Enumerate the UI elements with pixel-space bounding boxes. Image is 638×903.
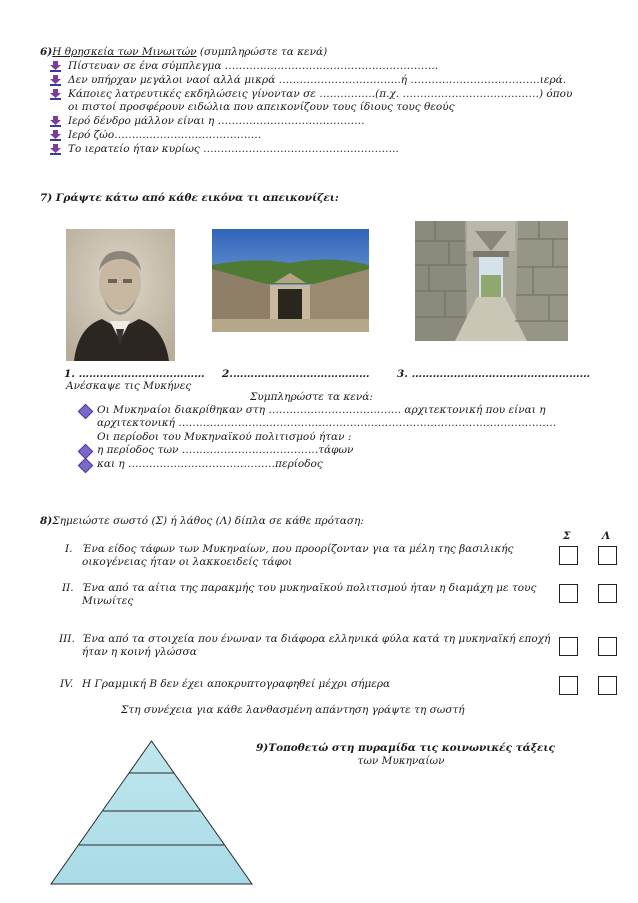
false-checkbox-3[interactable] (598, 637, 617, 656)
q6-instruction: (συμπληρώστε τα κενά) (196, 46, 328, 58)
statement-num: IV. (60, 678, 74, 690)
false-checkbox-4[interactable] (598, 676, 617, 695)
q6-item-4: Ιερό δένδρο μάλλον είναι η …………………………………… (68, 115, 365, 127)
q7-fill-title: Συμπληρώστε τα κενά: (250, 391, 373, 403)
false-checkbox-2[interactable] (598, 584, 617, 603)
statement-1-line-2: οικογένειας ήταν οι λακκοειδείς τάφοι (82, 556, 293, 568)
q7-fill-item-1: Οι Μυκηναίοι διακρίθηκαν στη ……………………………….. αρχιτεκτονική που είναι η (97, 404, 546, 416)
bullet-arrow-icon (50, 144, 61, 155)
bullet-diamond-icon (78, 458, 94, 474)
col-true-label: Σ (563, 530, 571, 542)
q6-heading (40, 46, 327, 59)
q6-item-3: Κάποιες λατρευτικές εκδηλώσεις γίνονταν σε …………….(π.χ. …………………………………) όπου (68, 88, 573, 100)
q7-heading: 7) Γράψτε κάτω από κάθε εικόνα τι απεικονίζει: (40, 192, 339, 204)
false-checkbox-1[interactable] (598, 546, 617, 565)
bullet-arrow-icon (50, 130, 61, 141)
statement-3-line-1: Ένα από τα στοιχεία που ένωναν τα διάφορα ελληνικά φύλα κατά τη μυκηναϊκή εποχή (82, 633, 551, 645)
bullet-diamond-icon (78, 404, 94, 420)
statement-num: II. (62, 582, 74, 594)
q7-periods-line: Οι περίοδοι του Μυκηναϊκού πολιτισμού ήταν : (97, 431, 352, 443)
col-false-label: Λ (602, 530, 611, 542)
q9-heading-line-2: των Μυκηναίων (357, 755, 445, 767)
q6-item-1: Πίστευαν σε ένα σύμπλεγμα ……………………………………………………. (68, 60, 439, 72)
q8-instruction: Σημειώστε σωστό (Σ) ή λάθος (Λ) δίπλα σε κάθε πρόταση: (52, 515, 364, 527)
q6-item-6: Το ιερατείο ήταν κυρίως ……………………………………………….. (68, 143, 399, 155)
tomb-dromos-photo (212, 229, 369, 332)
q6-item-5: Ιερό ζώο…………………………………… (68, 129, 262, 141)
statement-num: I. (65, 543, 73, 555)
statement-3-line-2: ήταν η κοινή γλώσσα (82, 646, 197, 658)
q6-item-2: Δεν υπήρχαν μεγάλοι ναοί αλλά μικρά ……………………………..ή ……………………………….ιερά. (68, 74, 567, 86)
statement-num: III. (59, 633, 75, 645)
q8-number: 8) (40, 515, 53, 527)
statement-4-line-1: Η Γραμμική Β δεν έχει αποκρυπτογραφηθεί μέχρι σήμερα (82, 678, 391, 690)
true-checkbox-4[interactable] (559, 676, 578, 695)
q6-topic: Η θρησκεία των Μινωιτών (52, 46, 197, 58)
portrait-photo (66, 229, 175, 361)
bullet-arrow-icon (50, 75, 61, 86)
q7-fill-item-3: και η ……………………………………περίοδος (97, 458, 323, 470)
q7-fill-item-2: η περίοδος των …………………………………τάφων (97, 444, 354, 456)
bullet-arrow-icon (50, 116, 61, 127)
q7-fill-item-1-continued: αρχιτεκτονική ……………………………………………………………………………………………… (97, 417, 557, 429)
true-checkbox-2[interactable] (559, 584, 578, 603)
q7-blank-2[interactable]: 2.………………………………… (222, 368, 370, 380)
lion-gate-photo (415, 221, 568, 341)
true-checkbox-1[interactable] (559, 546, 578, 565)
q7-blank-3[interactable]: 3. …………………………………………… (397, 368, 591, 380)
bullet-arrow-icon (50, 61, 61, 72)
bullet-arrow-icon (50, 89, 61, 100)
statement-2-line-1: Ένα από τα αίτια της παρακμής του μυκηναϊκού πολιτισμού ήταν η διαμάχη με τους (82, 582, 537, 594)
social-pyramid (50, 740, 253, 885)
q7-caption-1: Ανέσκαψε τις Μυκήνες (66, 380, 192, 392)
q7-blank-1[interactable]: 1. ……………………………… (64, 368, 205, 380)
statement-1-line-1: Ένα είδος τάφων των Μυκηναίων, που προορίζονταν για τα μέλη της βασιλικής (82, 543, 514, 555)
q6-item-3-continued: οι πιστοί προσφέρουν ειδώλια που απεικονίζουν τους ίδιους τους θεούς (68, 101, 455, 113)
true-checkbox-3[interactable] (559, 637, 578, 656)
q8-heading (40, 515, 364, 528)
q6-number: 6) (40, 46, 53, 58)
q8-followup: Στη συνέχεια για κάθε λανθασμένη απάντηση γράψτε τη σωστή (121, 704, 465, 716)
q9-heading-line-1: 9)Τοποθετώ στη πυραμίδα τις κοινωνικές τάξεις (256, 742, 555, 754)
statement-2-line-2: Μινωίτες (82, 595, 134, 607)
